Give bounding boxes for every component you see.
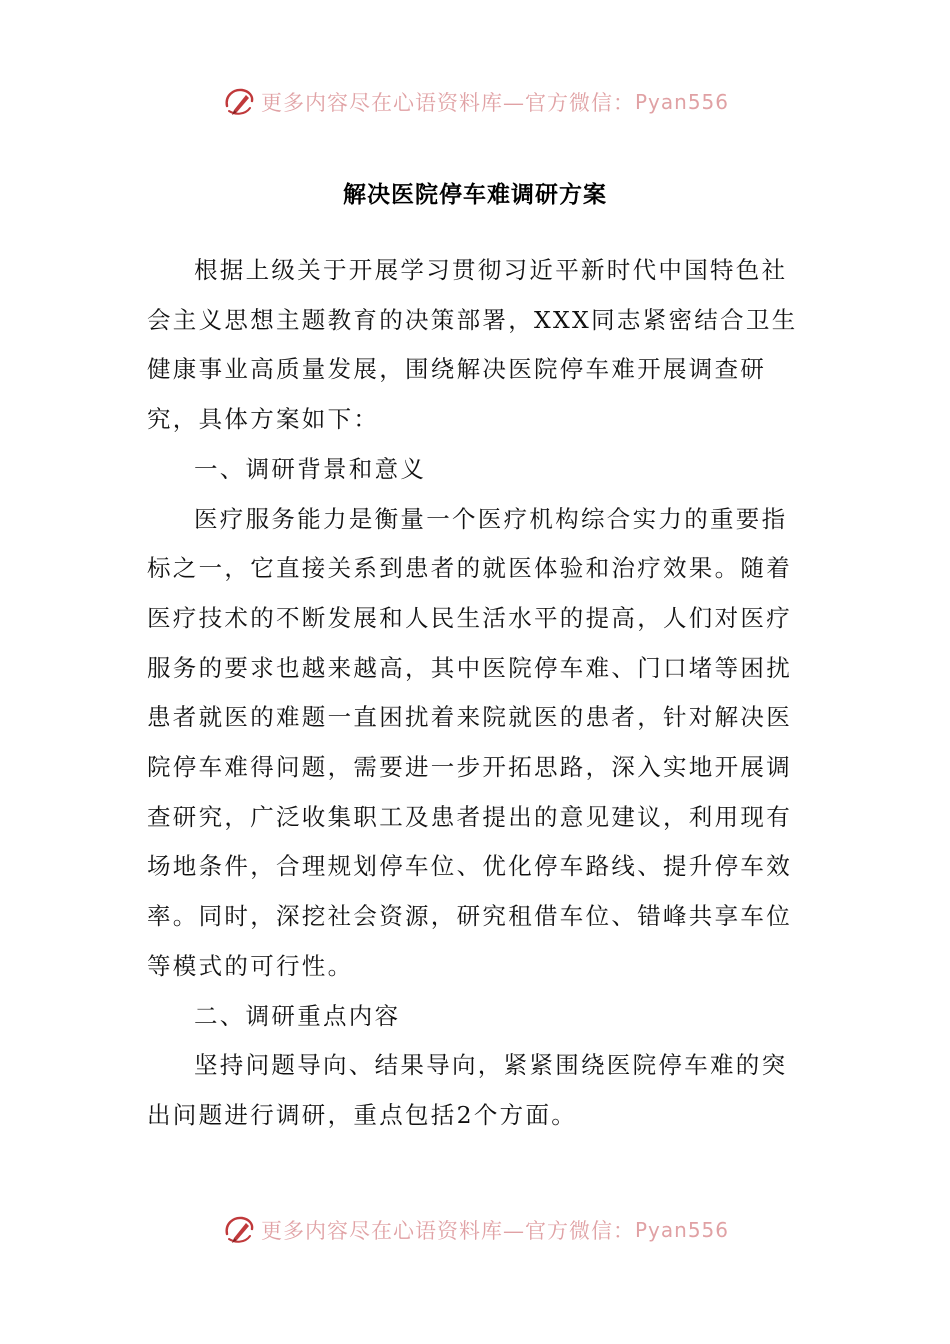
watermark-text: 更多内容尽在心语资料库—官方微信： (260, 91, 635, 115)
key-content-paragraph: 坚持问题导向、结果导向，紧紧围绕医院停车难的突出问题进行调研，重点包括2个方面。 (147, 1051, 788, 1129)
watermark-text: 更多内容尽在心语资料库—官方微信： (260, 1219, 635, 1243)
pen-logo-icon (221, 1212, 257, 1248)
section-heading-background: 一、调研背景和意义 (194, 454, 427, 483)
pen-logo-icon (221, 84, 257, 120)
watermark-wechat-id: Pyan556 (634, 90, 729, 114)
document-body (147, 246, 807, 1141)
watermark-footer (0, 1210, 950, 1250)
watermark-header (0, 82, 950, 122)
intro-paragraph: 根据上级关于开展学习贯彻习近平新时代中国特色社会主义思想主题教育的决策部署，XXX同志紧密结合卫生健康事业高质量发展，围绕解决医院停车难开展调查研究，具体方案如下： (147, 256, 798, 434)
watermark-wechat-id: Pyan556 (634, 1218, 729, 1242)
section-heading-key-content: 二、调研重点内容 (194, 1001, 401, 1030)
document-title: 解决医院停车难调研方案 (343, 181, 607, 208)
background-paragraph: 医疗服务能力是衡量一个医疗机构综合实力的重要指标之一，它直接关系到患者的就医体验和治疗效果。随着医疗技术的不断发展和人民生活水平的提高，人们对医疗服务的要求也越来越高，其中医院停车难、门口堵等困扰患者就医的难题一直困扰着来院就医的患者，针对解决医院停车难得问题，需要进一步开拓思路，深入实地开展调查研究，广泛收集职工及患者提出的意见建议，利用现有场地条件，合理规划停车位、优化停车路线、提升停车效率。同时，深挖社会资源，研究租借车位、错峰共享车位等模式的可行性。 (147, 504, 792, 980)
